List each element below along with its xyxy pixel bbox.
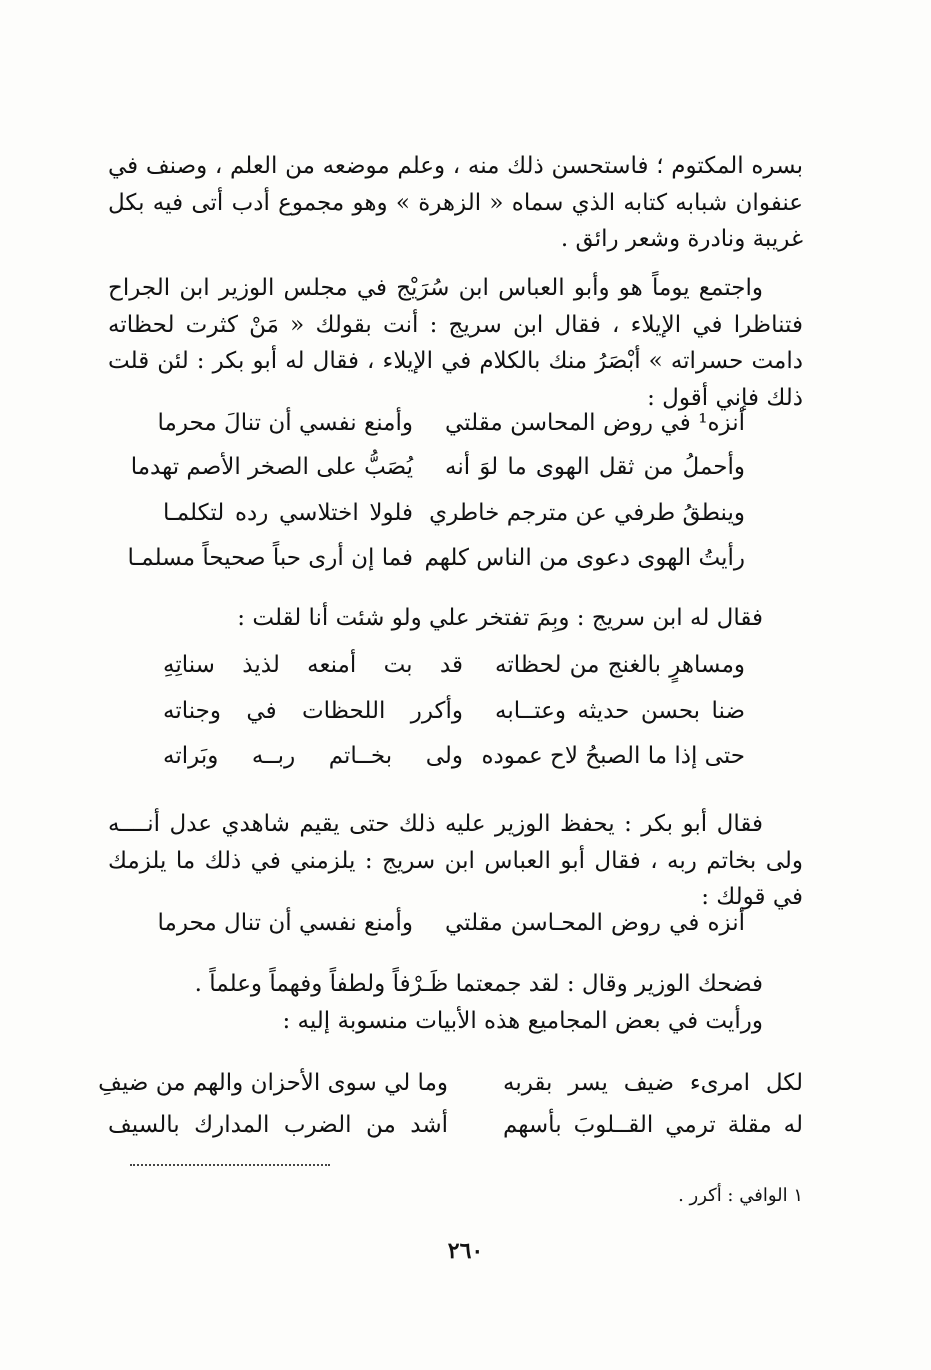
page-number: ٢٦٠ — [447, 1238, 484, 1264]
paragraph-line: ورأيت في بعض المجاميع هذه الأبيات منسوبة إليه : — [282, 1007, 763, 1034]
verse-first-hemistich: ضنا بحسن حديثه وعتــابه — [495, 698, 745, 724]
verse-line — [157, 410, 745, 436]
verse-first-hemistich: أنزه¹ في روض المحاسن مقلتي — [445, 410, 745, 436]
verse-second-hemistich: ولى بخــاتم ربــه وبَراته — [163, 743, 463, 769]
verse-first-hemistich: أنزه في روض المحـاسن مقلتي — [445, 910, 745, 936]
verse-first-hemistich: له مقلة ترمي القــلوبَ بأسهم — [503, 1112, 803, 1138]
verse-second-hemistich: وما لي سوى الأحزان والهم من ضيفِ — [98, 1070, 448, 1096]
verse-line — [108, 1112, 803, 1138]
verse-line — [130, 454, 745, 480]
verse-first-hemistich: حتى إذا ما الصبحُ لاح عموده — [481, 743, 745, 769]
paragraph-debate: واجتمع يوماً هو وأبو العباس ابن سُرَيْج في مجلس الوزير ابن الجراح فتناظرا في الإيلاء ، فقال ابن سريج : أنت بقولك « مَنْ كثرت لحظاته دامت حسراته » أبْصَرُ منك بالكلام في الإيلاء ، فقال له أبو بكر : لئن قلت ذلك فإني أقول : — [108, 275, 803, 411]
paragraph-line: فضحك الوزير وقال : لقد جمعتما ظَـرْفاً ولطفاً وفهماً وعلماً . — [194, 971, 763, 997]
verse-second-hemistich: قد بت أمنعه لذيذ سناتِهِ — [163, 652, 463, 678]
verse-second-hemistich: فلولا اختلاسي رده لتكلمـا — [163, 500, 413, 526]
verse-first-hemistich: وأحملُ من ثقل الهوى ما لوَ أنه — [445, 454, 745, 480]
verse-line — [163, 698, 745, 724]
paragraph-conclusion — [108, 966, 803, 1039]
paragraph-reply: فقال له ابن سريج : وبِمَ تفتخر علي ولو شئت أنا لقلت : — [237, 605, 763, 631]
verse-line — [127, 545, 745, 571]
verse-second-hemistich: يُصَبُّ على الصخر الأصم تهدما — [130, 454, 413, 480]
verse-second-hemistich: وأمنع نفسي أن تنال محرما — [157, 910, 413, 936]
footnote: ١ الوافي : أكرر . — [678, 1185, 803, 1206]
footnote-divider — [130, 1164, 330, 1166]
verse-line — [163, 743, 745, 769]
verse-second-hemistich: أشد من الضرب المدارك بالسيف — [108, 1112, 448, 1138]
verse-line — [157, 910, 745, 936]
paragraph-vizier: فقال أبو بكر : يحفظ الوزير عليه ذلك حتى يقيم شاهدي عدل أنــــه ولى بخاتم ربه ، فقال أبو العباس ابن سريج : يلزمني في ذلك ما يلزمك في قولك : — [108, 811, 803, 910]
verse-second-hemistich: وأكرر اللحظات في وجناته — [163, 698, 463, 724]
verse-first-hemistich: رأيتُ الهوى دعوى من الناس كلهم — [424, 545, 745, 571]
verse-line — [163, 500, 745, 526]
verse-first-hemistich: ومساهرٍ بالغنج من لحظاته — [495, 652, 745, 678]
verse-first-hemistich: وينطقُ طرفي عن مترجم خاطري — [429, 500, 745, 526]
verse-second-hemistich: فما إن أرى حباً صحيحاً مسلمـا — [127, 545, 413, 571]
verse-second-hemistich: وأمنع نفسي أن تنالَ محرما — [157, 410, 413, 436]
paragraph-intro: بسره المكتوم ؛ فاستحسن ذلك منه ، وعلم موضعه من العلم ، وصنف في عنفوان شبابه كتابه الذي سماه « الزهرة » وهو مجموع أدب أتى فيه بكل غريبة ونادرة وشعر رائق . — [108, 153, 803, 252]
verse-line — [98, 1070, 803, 1096]
verse-line — [163, 652, 745, 678]
verse-first-hemistich: لكل امرىء ضيف يسر بقربه — [503, 1070, 803, 1096]
